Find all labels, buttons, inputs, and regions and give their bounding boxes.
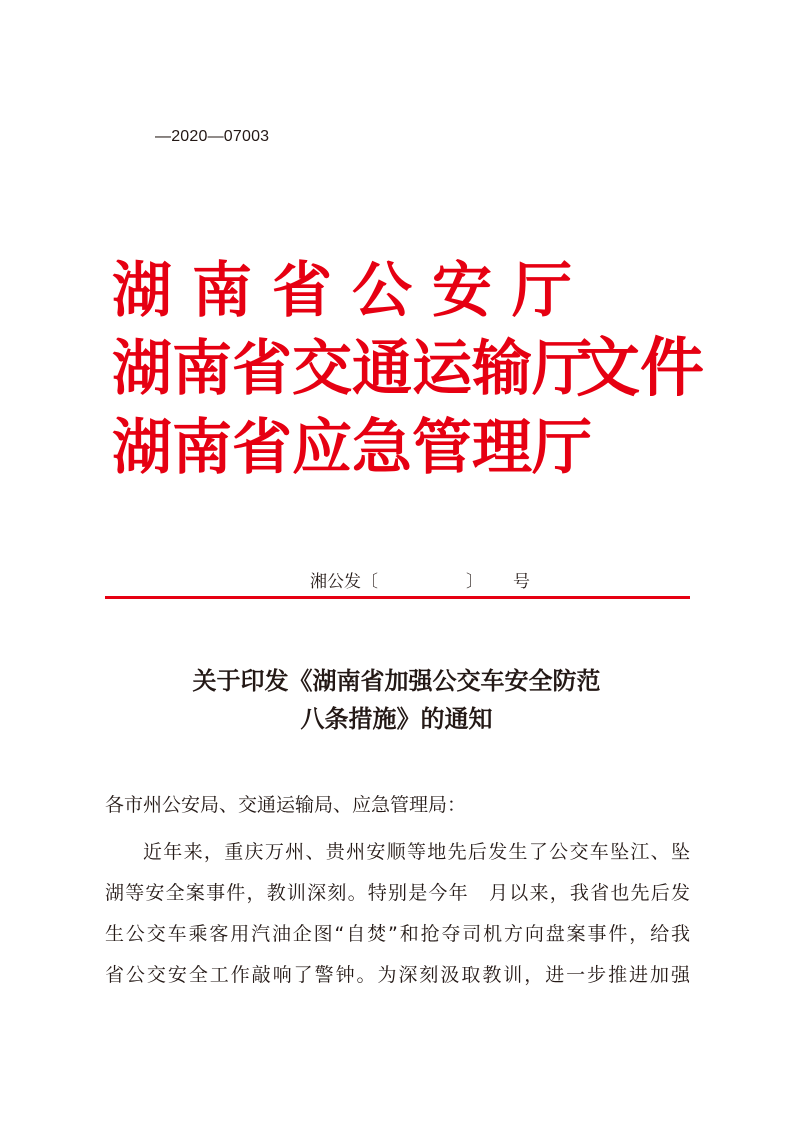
body-line: 湖等安全案事件，教训深刻。特别是今年 月以来，我省也先后发 [105,882,690,904]
body-line: 生公交车乘客用汽油企图“自焚”和抢夺司机方向盘案事件，给我 [105,923,690,945]
body-line: 近年来，重庆万州、贵州安顺等地先后发生了公交车坠江、坠 [143,841,690,863]
title-line-2: 八条措施》的通知 [300,704,493,733]
document-kind-label: 文件 [576,331,704,406]
issuer-emergency-management: 湖南省应急管理厅 [112,413,592,483]
title-line-1: 关于印发《湖南省加强公交车安全防范 [192,666,601,695]
file-number-prefix: 湘公发〔 [310,572,378,592]
addressee: 各市州公安局、交通运输局、应急管理局： [105,794,467,816]
document-title [100,662,693,738]
body-line: 省公交安全工作敲响了警钟。为深刻汲取教训，进一步推进加强 [105,964,690,986]
issuer-transport: 湖南省交通运输厅 [112,334,592,404]
file-number-suffix: 号 [513,572,530,592]
file-number [310,567,530,592]
issuer-public-security: 湖南省公安厅 [112,256,592,326]
document-serial-number: —2020—07003 [155,128,270,145]
file-number-close-bracket: 〕 [466,572,483,592]
issuer-header [112,256,712,488]
red-separator-line [105,596,690,599]
body-paragraph [105,832,690,996]
